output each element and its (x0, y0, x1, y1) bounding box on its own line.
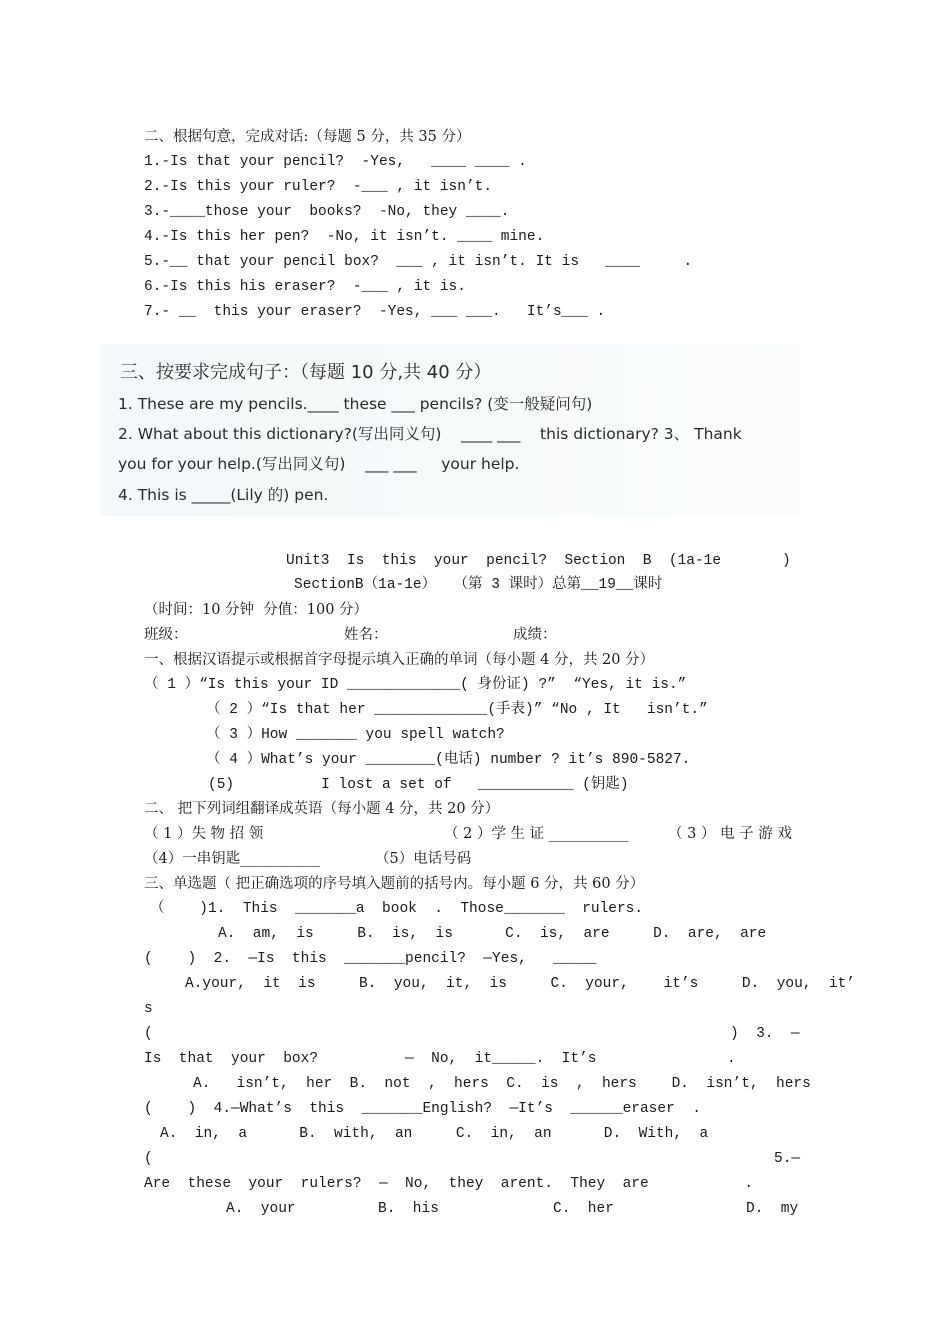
sec3-q5-option-d: D. my (746, 1201, 799, 1217)
part3-image-block (100, 344, 800, 516)
sec3-q5-option-a: A. your (226, 1201, 296, 1217)
sec3-q1-options: A. am, is B. is, is C. is, are D. are, are (218, 926, 767, 942)
name-label: 姓名： (344, 627, 388, 643)
sec1-heading: 一、根据汉语提示或根据首字母提示填入正确的单词（每小题 4 分，共 20 分） (144, 652, 655, 668)
sec3-q4-stem: ( ) 4.—What’s this _______English? —It’s ______eraser . (144, 1101, 701, 1117)
class-label: 班级： (144, 627, 188, 643)
unit-time: （时间：10 分钟 分值：100 分） (144, 602, 369, 618)
sec3-q5-option-c: C. her (553, 1201, 614, 1217)
sec2-q5: （5）电话号码 (375, 851, 472, 867)
score-label: 成绩： (513, 627, 557, 643)
sec1-q2: （ 2 ）“Is that her _____________(手表)” “No , It isn’t.” (206, 702, 708, 718)
part2-item-5: 5.-__ that your pencil box? ___ , it isn’t. It is ____ . (144, 254, 693, 270)
sec3-q5-option-b: B. his (378, 1201, 439, 1217)
sec2-q4: （4）一串钥匙___________ (144, 851, 320, 867)
sec1-q1: （ 1 ）“Is this your ID _____________( 身份证) ?” “Yes, it is.” (144, 677, 687, 693)
sec3-q3-stem: Is that your box? — No, it_____. It’s . (144, 1051, 736, 1067)
sec1-q4: （ 4 ）What’s your ________(电话) number ? it’s 890-5827. (206, 752, 691, 768)
sec3-q2-wrap: s (144, 1001, 153, 1017)
sec3-q5-stem: Are these your rulers? — No, they arent. They are . (144, 1176, 754, 1192)
part3-line-1: 1. These are my pencils.____ these ___ pencils? (变一般疑问句) (118, 395, 593, 413)
sec2-q3: （ 3 ） 电 子 游 戏 (668, 826, 792, 842)
sec3-heading: 三、单选题（ 把正确选项的序号填入题前的括号内。每小题 6 分，共 60 分） (144, 876, 645, 892)
sec2-q2: （ 2 ）学 生 证 ___________ (444, 826, 629, 842)
part2-heading: 二、根据句意，完成对话:（每题 5 分，共 35 分） (144, 129, 471, 145)
part2-item-6: 6.-Is this his eraser? -___ , it is. (144, 279, 466, 295)
unit-subtitle: SectionB（1a-1e） （第 3 课时）总第__19__课时 (294, 577, 663, 593)
sec3-q2-options: A.your, it is B. you, it, is C. your, it’s D. you, it’ (185, 976, 856, 992)
part2-item-1: 1.-Is that your pencil? -Yes, ____ ____ . (144, 154, 527, 170)
part3-line-3: you for your help.(写出同义句) ___ ___ your help. (118, 455, 520, 473)
sec3-q5-number: 5.— (774, 1151, 801, 1167)
part2-item-2: 2.-Is this your ruler? -___ , it isn’t. (144, 179, 493, 195)
part3-line-4: 4. This is _____(Lily 的) pen. (118, 486, 329, 504)
sec2-q1: （ 1 ）失 物 招 领 (144, 826, 264, 842)
unit-title: Unit3 Is this your pencil? Section B (1a-1e ) (286, 553, 791, 569)
sec1-q3: （ 3 ）How _______ you spell watch? (206, 727, 505, 743)
part3-heading: 三、按要求完成句子：（每题 10 分,共 40 分） (120, 362, 492, 383)
sec2-heading: 二、 把下列词组翻译成英语（每小题 4 分，共 20 分） (144, 801, 500, 817)
part2-item-3: 3.-____those your books? -No, they ____. (144, 204, 510, 220)
part3-line-2: 2. What about this dictionary?(写出同义句) ____ ___ this dictionary? 3、 Thank (118, 425, 742, 443)
sec3-q3-paren-left: ( (144, 1026, 153, 1042)
sec3-q1-stem: （ )1. This _______a book . Those_______ rulers. (150, 901, 644, 917)
sec3-q4-options: A. in, a B. with, an C. in, an D. With, a (160, 1126, 709, 1142)
part2-item-7: 7.- __ this your eraser? -Yes, ___ ___. It’s___ . (144, 304, 606, 320)
sec3-q3-options: A. isn’t, her B. not , hers C. is , hers D. isn’t, hers (193, 1076, 811, 1092)
sec3-q2-stem: ( ) 2. —Is this _______pencil? —Yes, _____ (144, 951, 597, 967)
sec3-q5-paren-left: ( (144, 1151, 153, 1167)
sec1-q5: (5) I lost a set of ___________ (钥匙) (208, 777, 629, 793)
sec3-q3-number: ) 3. — (730, 1026, 800, 1042)
part2-item-4: 4.-Is this her pen? -No, it isn’t. ____ mine. (144, 229, 545, 245)
